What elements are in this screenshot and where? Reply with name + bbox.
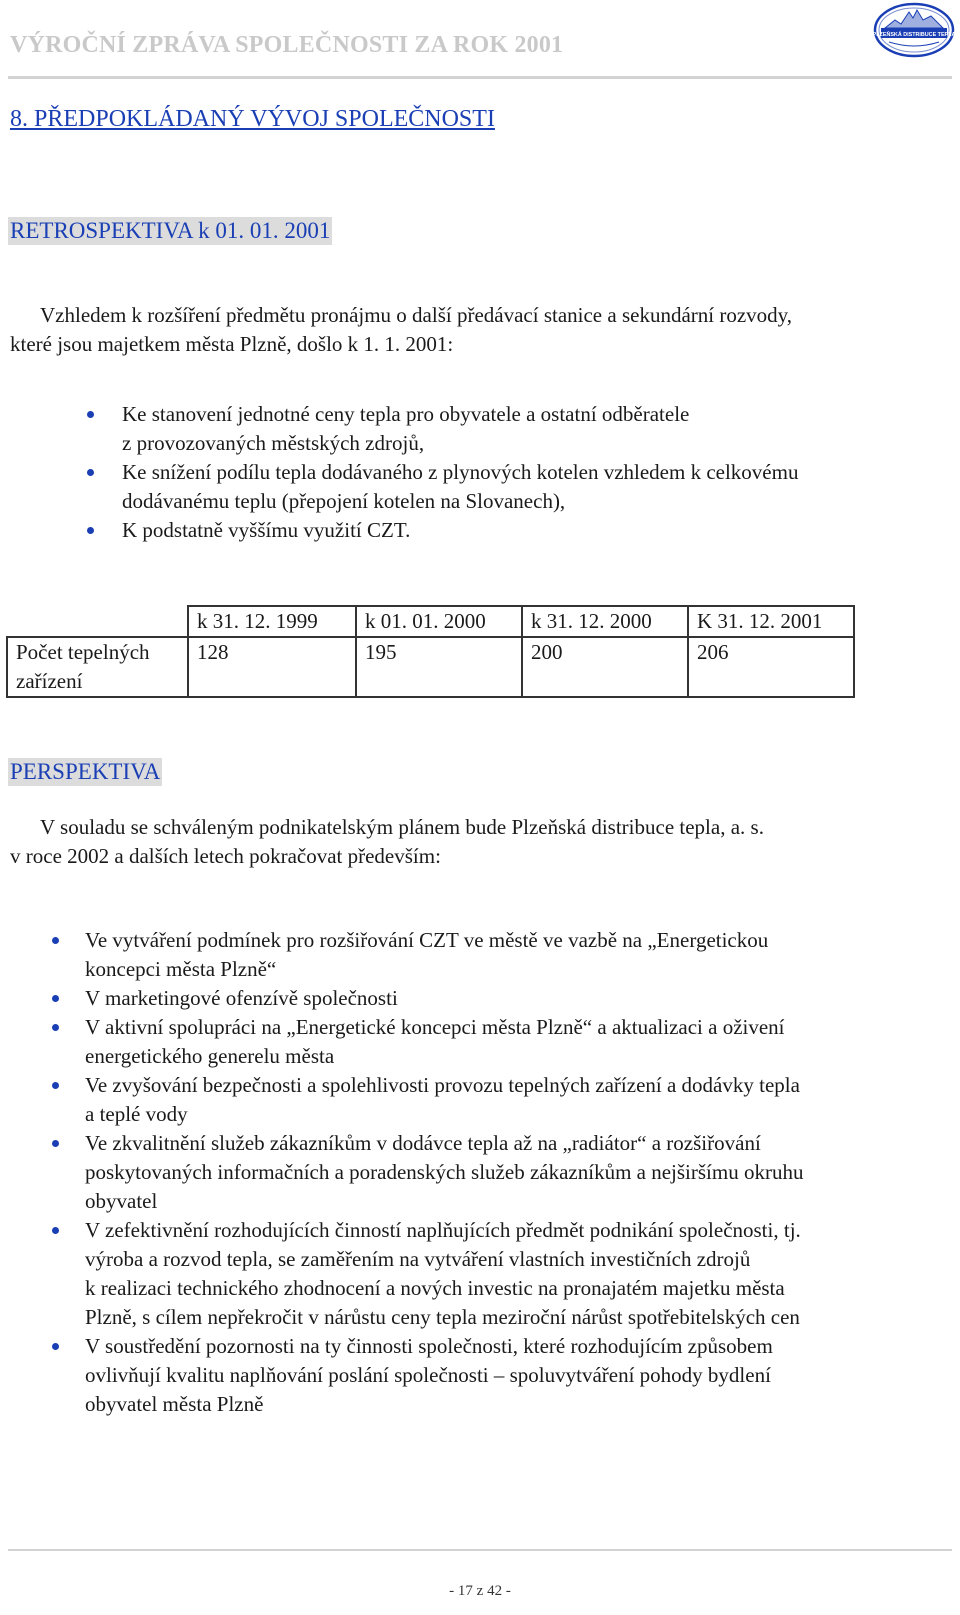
bullet-line: a teplé vody [85,1102,188,1126]
table-header-row [7,606,854,637]
section-heading: 8. PŘEDPOKLÁDANÝ VÝVOJ SPOLEČNOSTI [10,106,495,132]
bullet-icon [52,1343,59,1350]
list-item [85,1332,945,1419]
table-cell: 200 [522,637,688,697]
list-item [85,926,945,984]
list-item [85,1129,945,1216]
list-item [85,1013,945,1071]
bullet-line: Ke snížení podílu tepla dodávaného z plynových kotelen vzhledem k celkovému [122,460,799,484]
logo-lettering: PLZEŇSKÁ DISTRIBUCE TEPLA [873,32,955,38]
bullet-line: energetického generelu města [85,1044,335,1068]
intro-line: které jsou majetkem města Plzně, došlo k 1. 1. 2001: [10,332,454,356]
list-item [85,984,945,1013]
bullet-line: V zefektivnění rozhodujících činností naplňujících předmět podnikání společnosti, tj. [85,1218,801,1242]
company-logo [873,2,955,58]
bullet-line: ovlivňují kvalitu naplňování poslání společnosti – spoluvytváření pohody bydlení [85,1363,771,1387]
retrospektiva-heading: RETROSPEKTIVA k 01. 01. 2001 [10,218,331,243]
bullet-line: poskytovaných informačních a poradenských služeb zákazníkům a nejširšímu okruhu [85,1160,804,1184]
table-cell: 195 [356,637,522,697]
perspektiva-heading: PERSPEKTIVA [10,759,161,784]
bullet-line: Ke stanovení jednotné ceny tepla pro obyvatele a ostatní odběratele [122,402,690,426]
intro-line: Vzhledem k rozšíření předmětu pronájmu o další předávací stanice a sekundární rozvody, [40,303,793,327]
bullet-icon [52,1082,59,1089]
table-row-label [7,637,188,697]
list-item [122,400,932,458]
list-item [122,458,932,516]
table-header-cell: k 31. 12. 1999 [188,606,356,637]
bullet-line: V aktivní spolupráci na „Energetické koncepci města Plzně“ a aktualizaci a oživení [85,1015,785,1039]
bullet-line: Ve zvyšování bezpečnosti a spolehlivosti provozu tepelných zařízení a dodávky tepla [85,1073,800,1097]
bullet-line: obyvatel [85,1189,158,1213]
bullet-line: koncepci města Plzně“ [85,957,277,981]
bullet-icon [52,937,59,944]
table-row [7,637,854,697]
table-header-cell: k 31. 12. 2000 [522,606,688,637]
retrospektiva-intro [10,301,940,359]
bullet-line: K podstatně vyššímu využití CZT. [122,518,411,542]
retrospektiva-bullet-list [122,400,932,545]
list-item [122,516,932,545]
bullet-line: Ve zkvalitnění služeb zákazníkům v dodávce tepla až na „radiátor“ a rozšiřování [85,1131,761,1155]
footer-divider [8,1549,952,1551]
perspektiva-intro [10,813,940,871]
bullet-line: k realizaci technického zhodnocení a nových investic na pronajatém majetku města [85,1276,785,1300]
header-divider [8,76,952,79]
report-header-title: VÝROČNÍ ZPRÁVA SPOLEČNOSTI ZA ROK 2001 [10,32,564,58]
bullet-icon [52,995,59,1002]
table-corner-cell [7,606,188,637]
table-header-cell: k 01. 01. 2000 [356,606,522,637]
table-cell: 206 [688,637,854,697]
row-label-line: Počet tepelných [16,640,150,664]
bullet-line: V soustředění pozornosti na ty činnosti společnosti, které rozhodujícím způsobem [85,1334,773,1358]
bullet-icon [87,411,94,418]
row-label-line: zařízení [16,669,83,693]
bullet-line: Ve vytváření podmínek pro rozšiřování CZT ve městě ve vazbě na „Energetickou [85,928,769,952]
table-header-cell: K 31. 12. 2001 [688,606,854,637]
heating-units-table [6,605,855,698]
bullet-line: V marketingové ofenzívě společnosti [85,986,398,1010]
list-item [85,1216,945,1332]
perspektiva-bullet-list [85,926,945,1419]
list-item [85,1071,945,1129]
intro-line: v roce 2002 a dalších letech pokračovat především: [10,844,441,868]
page-number: - 17 z 42 - [449,1583,511,1599]
bullet-icon [52,1227,59,1234]
intro-line: V souladu se schváleným podnikatelským plánem bude Plzeňská distribuce tepla, a. s. [40,815,764,839]
bullet-icon [52,1140,59,1147]
bullet-line: dodávanému teplu (přepojení kotelen na Slovanech), [122,489,566,513]
bullet-icon [52,1024,59,1031]
bullet-line: obyvatel města Plzně [85,1392,264,1416]
bullet-icon [87,527,94,534]
bullet-line: z provozovaných městských zdrojů, [122,431,425,455]
bullet-icon [87,469,94,476]
bullet-line: Plzně, s cílem nepřekročit v nárůstu ceny tepla meziroční nárůst spotřebitelských cen [85,1305,800,1329]
bullet-line: výroba a rozvod tepla, se zaměřením na vytváření vlastních investičních zdrojů [85,1247,751,1271]
table-cell: 128 [188,637,356,697]
